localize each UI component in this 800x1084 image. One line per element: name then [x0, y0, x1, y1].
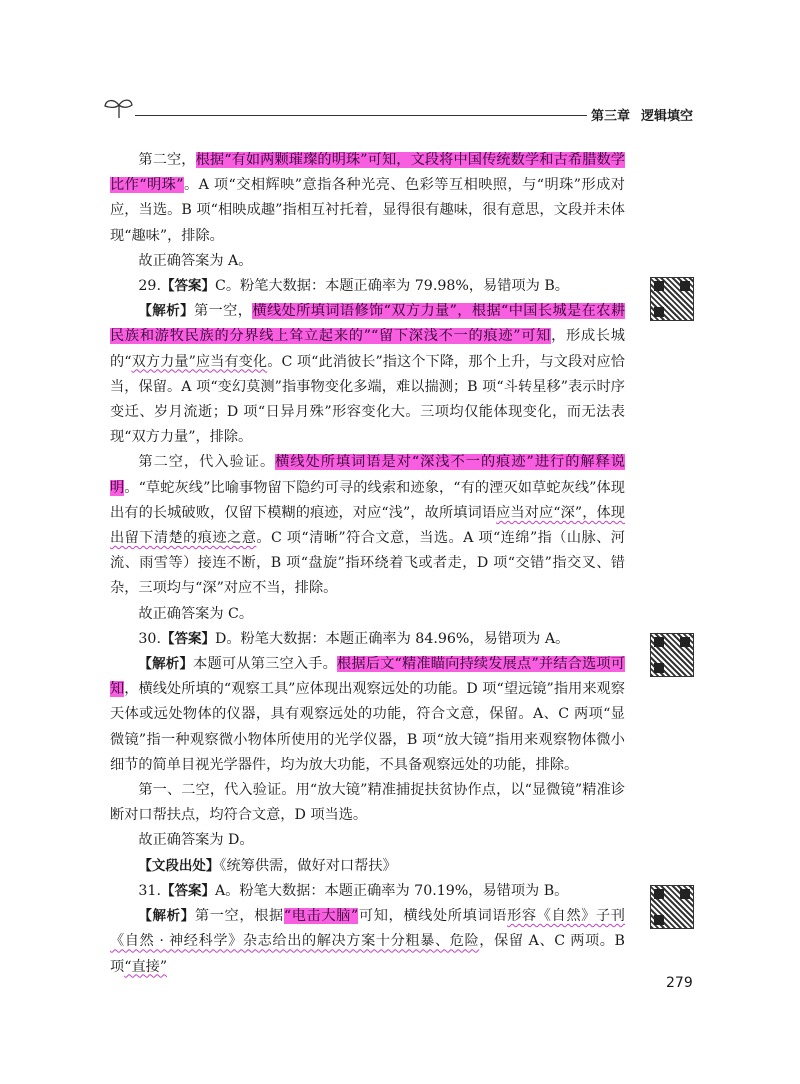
highlight: “电击大脑” — [283, 908, 359, 925]
page-body — [110, 148, 625, 980]
analysis-paragraph: 【解析】本题可从第三空入手。根据后文“精准瞄向持续发展点”并结合选项可知，横线处所填的“观察工具”应体现出观察远处的功能。D 项“望远镜”指用来观察天体或远处物体的仪器，具有观察远处的功能，符合文意，保留。A、C 两项“显微镜”指一种观察微小物体所使用的光学仪器，B 项“放大镜”指用来观察物体微小细节的简单目视光学器件，均为放大功能，不具备观察远处的功能，排除。 — [110, 656, 625, 773]
wavy-underline: 应当对应“深”，体现出留下清楚的痕迹之意 — [110, 504, 625, 547]
qr-code-icon[interactable] — [650, 633, 694, 677]
sprout-icon — [103, 96, 135, 120]
analysis-paragraph: 【解析】第一空，根据“电击大脑”可知，横线处所填词语形容《自然》子刊《自然 · 神经科学》杂志给出的解决方案十分粗暴、危险，保留 A、C 两项。B 项“直接” — [110, 908, 625, 975]
page-number: 279 — [666, 975, 693, 991]
wavy-underline: “直接” — [124, 958, 168, 975]
section-label: 逻辑填空 — [641, 109, 694, 124]
paragraph: 第二空，代入验证。横线处所填词语是对“深浅不一的痕迹”进行的解释说明。“草蛇灰线”比喻事物留下隐约可寻的线索和迹象，“有的湮灭如草蛇灰线”体现出有的长城破败，仅留下模糊的痕迹，对应“浅”，故所填词语应当对应“深”，体现出留下清楚的痕迹之意。C 项“清晰”符合文意，当选。A 项“连绵”指（山脉、河流、雨雪等）接连不断，B 项“盘旋”指环绕着飞或者走，D 项“交错”指交叉、错杂，三项均与“深”对应不当，排除。 — [110, 454, 625, 597]
answer-line: 故正确答案为 D。 — [138, 832, 254, 849]
paragraph: 第一、二空，代入验证。用“放大镜”精准捕捉扶贫协作点，以“显微镜”精准诊断对口帮扶点，均符合文意，D 项当选。 — [110, 782, 625, 824]
highlight: 根据“有如两颗璀璨的明珠”可知，文段将中国传统数学和古希腊数学比作“明珠” — [110, 152, 625, 194]
answer-heading: 30.【答案】D。粉笔大数据：本题正确率为 84.96%，易错项为 A。 — [138, 630, 570, 647]
chapter-label: 第三章 — [591, 109, 631, 124]
qr-code-icon[interactable] — [650, 885, 694, 929]
header-rule — [135, 115, 587, 116]
highlight: 横线处所填词语修饰“双方力量”，根据“中国长城是在农耕民族和游牧民族的分界线上耸立起来的”“留下深浅不一的痕迹”可知 — [110, 303, 626, 345]
source-line: 【文段出处】《统筹供需，做好对口帮扶》 — [138, 857, 397, 874]
answer-heading: 31.【答案】A。粉笔大数据：本题正确率为 70.19%，易错项为 B。 — [138, 882, 569, 899]
wavy-underline: 双方力量”应当有变化 — [131, 353, 268, 370]
highlight: 横线处所填词语是对“深浅不一的痕迹”进行的解释说明 — [110, 454, 625, 496]
paragraph: 第二空，根据“有如两颗璀璨的明珠”可知，文段将中国传统数学和古希腊数学比作“明珠”。A 项“交相辉映”意指各种光亮、色彩等互相映照，与“明珠”形成对应，当选。B 项“相映成趣”指相互衬托着，显得很有趣味，很有意思，文段并未体现“趣味”，排除。 — [110, 152, 625, 244]
answer-line: 故正确答案为 A。 — [138, 252, 253, 269]
answer-line: 故正确答案为 C。 — [138, 605, 254, 622]
qr-code-icon[interactable] — [650, 277, 694, 321]
analysis-paragraph: 【解析】第一空，横线处所填词语修饰“双方力量”，根据“中国长城是在农耕民族和游牧民族的分界线上耸立起来的”“留下深浅不一的痕迹”可知，形成长城的“双方力量”应当有变化。C 项“此消彼长”指这个下降，那个上升，与文段对应恰当，保留。A 项“变幻莫测”指事物变化多端，难以揣测；B 项“斗转星移”表示时序变迁、岁月流逝；D 项“日异月殊”形容变化大。三项均仅能体现变化，而无法表现“双方力量”，排除。 — [110, 303, 626, 446]
page-header — [103, 96, 703, 126]
highlight: 根据后文“精准瞄向持续发展点”并结合选项可知 — [110, 656, 625, 698]
wavy-underline: 形容《自然》子刊《自然 · 神经科学》杂志给出的解决方案十分粗暴、危险 — [110, 908, 625, 950]
answer-heading: 29.【答案】C。粉笔大数据：本题正确率为 79.98%，易错项为 B。 — [138, 278, 569, 295]
